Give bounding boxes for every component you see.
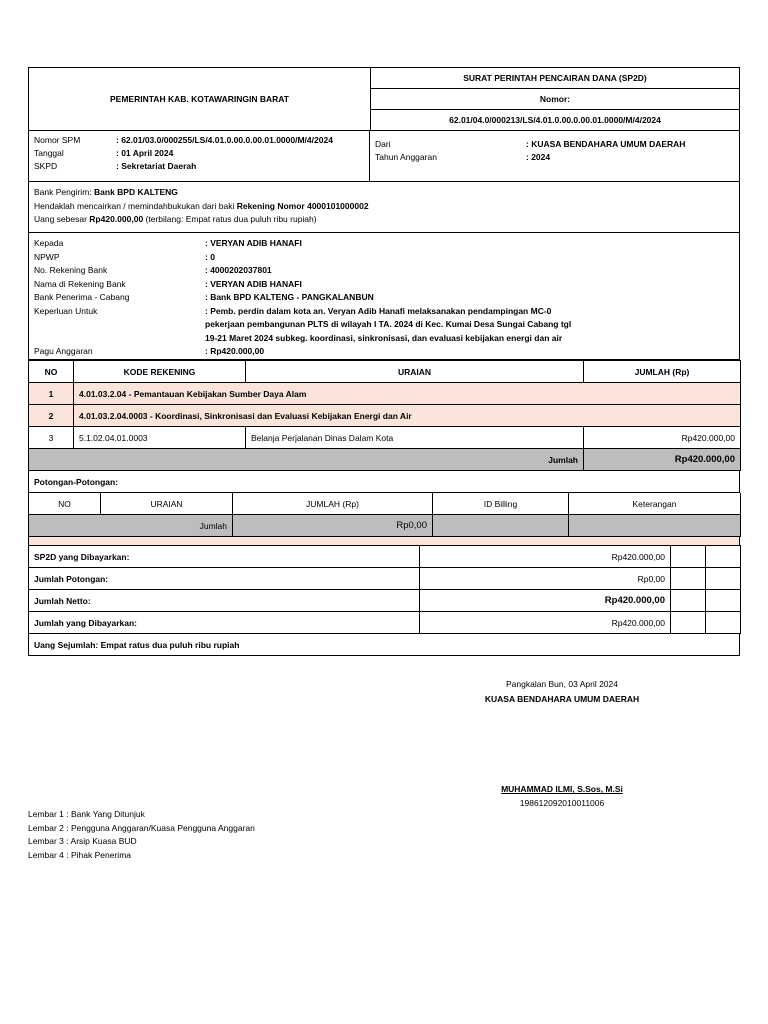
summary-empty xyxy=(706,568,741,590)
dari-value: : KUASA BENDAHARA UMUM DAERAH xyxy=(526,139,686,149)
total-label: Jumlah xyxy=(29,449,584,471)
summary-empty xyxy=(706,590,741,612)
col-uraian: URAIAN xyxy=(246,361,584,383)
uang-sejumlah: Uang Sejumlah: Empat ratus dua puluh ribu rupiah xyxy=(28,634,740,656)
signature-block xyxy=(470,677,654,707)
row-no: 1 xyxy=(29,383,74,405)
keperluan-line-1: : Pemb. perdin dalam kota an. Veryan Adib Hanafi melaksanakan pendampingan MC-0 xyxy=(205,305,552,316)
rekening-total-row xyxy=(29,449,741,471)
nomor-value: 62.01/04.0/000213/LS/4.01.0.00.0.00.01.0000/M/4/2024 xyxy=(371,109,739,130)
bank-penerima-value: : Bank BPD KALTENG - PANGKALANBUN xyxy=(205,292,374,302)
table-row xyxy=(29,405,741,427)
potongan-total-empty xyxy=(569,515,741,537)
keperluan-line-3: 19-21 Maret 2024 subkeg. koordinasi, sinkronisasi, dan evaluasi kebijakan energi dan air xyxy=(205,332,563,343)
keperluan-label: Keperluan Untuk xyxy=(34,305,98,316)
summary-empty xyxy=(671,546,706,568)
total-value: Rp420.000,00 xyxy=(584,449,741,471)
jumlah-netto-label: Jumlah Netto: xyxy=(29,590,420,612)
jumlah-potongan-value: Rp0,00 xyxy=(420,568,671,590)
summary-empty xyxy=(671,612,706,634)
place-date: Pangkalan Bun, 03 April 2024 xyxy=(505,679,618,689)
col-kode-rekening: KODE REKENING xyxy=(74,361,246,383)
sp2d-dibayarkan-value: Rp420.000,00 xyxy=(420,546,671,568)
rekening-nomor: Rekening Nomor 4000101000002 xyxy=(236,200,369,211)
npwp-label: NPWP xyxy=(34,251,60,262)
skpd-value: : Sekretariat Daerah xyxy=(116,161,197,171)
jumlah-netto-value: Rp420.000,00 xyxy=(420,590,671,612)
document-title: SURAT PERINTAH PENCAIRAN DANA (SP2D) xyxy=(463,73,647,83)
lembar-list xyxy=(28,808,255,862)
spm-info-right xyxy=(370,131,739,181)
sp2d-document xyxy=(28,67,740,656)
lembar-item: Lembar 1 : Bank Yang Ditunjuk xyxy=(28,809,145,819)
row-subkegiatan: 4.01.03.2.04.0003 - Koordinasi, Sinkronisasi dan Evaluasi Kebijakan Energi dan Air xyxy=(74,405,741,427)
signer-block xyxy=(470,782,654,810)
skpd-label: SKPD xyxy=(34,161,58,171)
lembar-item: Lembar 4 : Pihak Penerima xyxy=(28,849,131,860)
tanggal-value: : 01 April 2024 xyxy=(116,148,174,158)
bank-pengirim-label: Bank Pengirim: xyxy=(34,187,92,197)
table-row xyxy=(29,383,741,405)
table-row xyxy=(29,427,741,449)
uang-sebesar-label: Uang sebesar xyxy=(34,214,87,224)
col-no: NO xyxy=(29,361,74,383)
terbilang-text: (terbilang: Empat ratus dua puluh ribu rupiah) xyxy=(145,214,317,224)
signer-position: KUASA BENDAHARA UMUM DAERAH xyxy=(484,694,640,704)
row-kode: 5.1.02.04.01.0003 xyxy=(74,427,246,449)
row-no: 2 xyxy=(29,405,74,427)
spm-info-left xyxy=(29,131,370,181)
government-name: PEMERINTAH KAB. KOTAWARINGIN BARAT xyxy=(29,68,371,130)
potongan-table-header xyxy=(29,493,741,515)
pot-col-id-billing: ID Billing xyxy=(433,493,569,515)
tanggal-label: Tanggal xyxy=(34,148,64,158)
nomor-label: Nomor: xyxy=(371,88,739,109)
sp2d-dibayarkan-label: SP2D yang Dibayarkan: xyxy=(29,546,420,568)
summary-empty xyxy=(706,546,741,568)
bank-pengirim-value: Bank BPD KALTENG xyxy=(94,187,178,197)
lembar-item: Lembar 3 : Arsip Kuasa BUD xyxy=(28,836,137,846)
section-divider xyxy=(28,537,740,545)
uang-sebesar-amount: Rp420.000,00 xyxy=(89,214,144,224)
potongan-label: Potongan-Potongan: xyxy=(28,471,740,493)
jumlah-potongan-label: Jumlah Potongan: xyxy=(29,568,420,590)
summary-row xyxy=(29,612,741,634)
signer-nip: 198612092010011006 xyxy=(519,798,605,808)
kepada-value: : VERYAN ADIB HANAFI xyxy=(205,238,302,248)
dari-label: Dari xyxy=(375,139,391,149)
summary-empty xyxy=(706,612,741,634)
pot-col-uraian: URAIAN xyxy=(101,493,233,515)
keperluan-line-2: pekerjaan pembangunan PLTS di wilayah I TA. 2024 di Kec. Kumai Desa Sungai Cabang tgl xyxy=(205,319,572,329)
rekening-bank-value: : 4000202037801 xyxy=(205,265,272,275)
mencairkan-text: Hendaklah mencairkan / memindahbukukan dari baki xyxy=(34,200,235,211)
nomor-spm-value: : 62.01/03.0/000255/LS/4.01.0.00.0.00.01.0000/M/4/2024 xyxy=(116,135,333,145)
row-uraian: Belanja Perjalanan Dinas Dalam Kota xyxy=(246,427,584,449)
rekening-bank-label: No. Rekening Bank xyxy=(34,265,108,275)
recipient-section xyxy=(28,233,740,360)
pot-col-keterangan: Keterangan xyxy=(569,493,741,515)
summary-row xyxy=(29,568,741,590)
nama-rekening-label: Nama di Rekening Bank xyxy=(34,278,126,289)
nomor-spm-label: Nomor SPM xyxy=(34,135,81,145)
row-no: 3 xyxy=(29,427,74,449)
row-jumlah: Rp420.000,00 xyxy=(584,427,741,449)
potongan-total-label: Jumlah xyxy=(29,515,233,537)
tahun-anggaran-label: Tahun Anggaran xyxy=(375,152,437,162)
nama-rekening-value: : VERYAN ADIB HANAFI xyxy=(205,278,302,289)
lembar-item: Lembar 2 : Pengguna Anggaran/Kuasa Pengguna Anggaran xyxy=(28,822,255,833)
npwp-value: : 0 xyxy=(205,251,215,262)
bank-penerima-label: Bank Penerima - Cabang xyxy=(34,292,130,302)
kepada-label: Kepada xyxy=(34,238,64,248)
header-right xyxy=(371,68,739,130)
jumlah-dibayarkan-value: Rp420.000,00 xyxy=(420,612,671,634)
potongan-total-value: Rp0,00 xyxy=(233,515,433,537)
tahun-anggaran-value: : 2024 xyxy=(526,152,551,162)
pagu-anggaran-label: Pagu Anggaran xyxy=(34,346,93,356)
bank-section xyxy=(28,182,740,233)
pagu-anggaran-value: : Rp420.000,00 xyxy=(205,346,265,356)
spm-info xyxy=(28,131,740,182)
potongan-total-row xyxy=(29,515,741,537)
summary-row xyxy=(29,546,741,568)
summary-table xyxy=(28,545,741,634)
col-jumlah: JUMLAH (Rp) xyxy=(584,361,741,383)
potongan-table xyxy=(28,493,741,537)
jumlah-dibayarkan-label: Jumlah yang Dibayarkan: xyxy=(29,612,420,634)
pot-col-jumlah: JUMLAH (Rp) xyxy=(233,493,433,515)
potongan-total-empty xyxy=(433,515,569,537)
signer-name: MUHAMMAD ILMI, S.Sos, M.Si xyxy=(501,784,623,794)
summary-empty xyxy=(671,590,706,612)
rekening-table xyxy=(28,360,741,471)
rekening-table-header xyxy=(29,361,741,383)
pot-col-no: NO xyxy=(29,493,101,515)
row-program: 4.01.03.2.04 - Pemantauan Kebijakan Sumber Daya Alam xyxy=(74,383,741,405)
document-header xyxy=(28,67,740,131)
summary-row xyxy=(29,590,741,612)
summary-empty xyxy=(671,568,706,590)
